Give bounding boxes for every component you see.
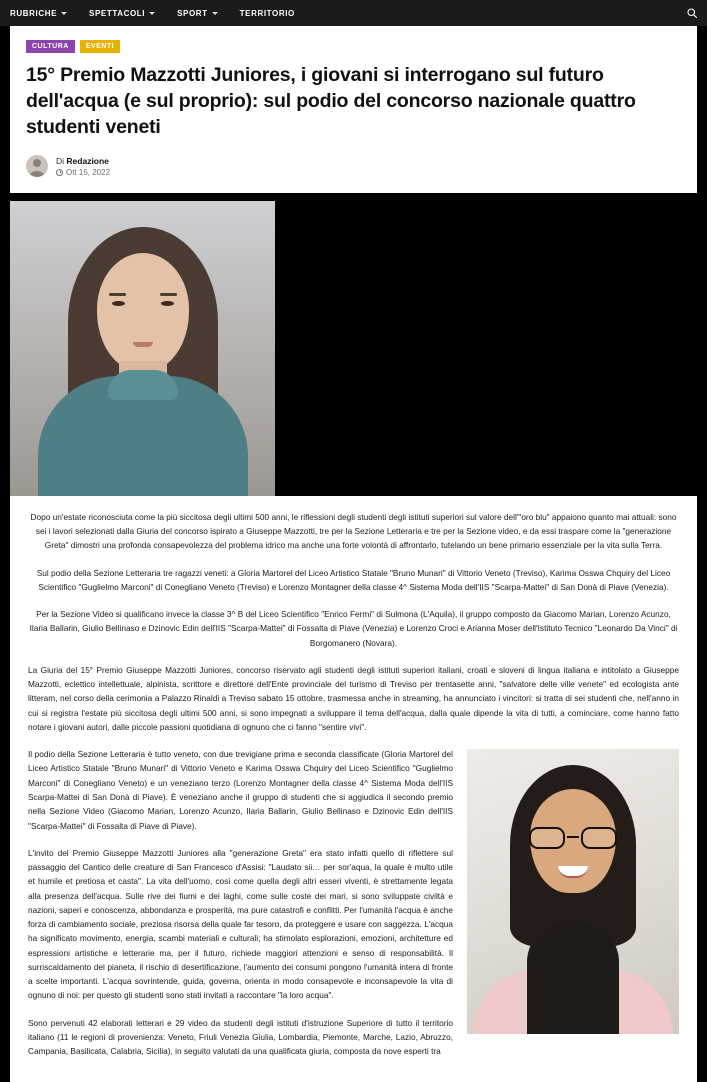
badge-eventi[interactable]: EVENTI: [80, 40, 120, 53]
article-header: [10, 26, 697, 193]
inline-image-lens-right: [581, 827, 617, 849]
article-paragraph: La Giuria del 15° Premio Giuseppe Mazzotti Juniores, concorso riservato agli studenti degli istituti superiori italiani, croati e sloveni di lingua italiana e intitolato a Giuseppe Mazzotti, eclettico intellettuale, alpinista, scrittore e direttore dell'Ente provinciale del turismo di Treviso per trentasette anni, "salvatore delle ville venete" ed ecologista ante litteram, nel corso della cerimonia a Palazzo Rinaldi a Treviso sabato 15 ottobre, trasmessa anche in streaming, ha annunciato i vincitori: si tratta di sei studenti che, nell'anno in cui si registra l'estate più siccitosa degli ultimi 500 anni, si sono impegnati a sviluppare il tema dell'acqua, dalla quale dipende la vita di tutti, a cominciare, come hanno fatto notare i giovani autori, dalle piccole passioni quotidiana di ognuno che ci fanno "sentire vivi".: [28, 664, 679, 732]
byline-prefix: Di: [56, 155, 65, 166]
byline: [26, 155, 681, 177]
article-paragraph: Dopo un'estate riconosciuta come la più siccitosa degli ultimi 500 anni, le riflessioni degli studenti degli istituti superiori sul valore dell'"oro blu" appaiono quanto mai attuali: sono sei i lavori selezionati dalla Giuria del concorso ispirato a Giuseppe Mazzotti, tre per la Sezione Letteraria e tre per la Sezione video, e da essi traspare come la "generazione Greta" dimostri una profonda consapevolezza del problema idrico ma anche una forte volontà di affrontarlo, tutelando un bene primario essenziale per la vita sulla Terra.: [30, 511, 677, 551]
nav-item-label: RUBRICHE: [10, 8, 58, 18]
avatar: [26, 155, 48, 177]
inline-image-lens-left: [529, 827, 565, 849]
badge-cultura[interactable]: CULTURA: [26, 40, 75, 53]
inline-image-scarf: [527, 922, 619, 1034]
article-paragraph: Il podio della Sezione Letteraria è tutto veneto, con due trevigiane prima e seconda classificate (Gloria Martorel del Liceo Artistico Statale "Bruno Munari" di Vittorio Veneto e Karima Osswa Chquiry del Liceo Scientifico "Guglielmo Marconi" di Conegliano Veneto) e un veneziano terzo (Lorenzo Montagner della classe 4^ Sistema Moda dell'IIS Scarpa-Mattei di San Donà di Piave). È veneziano anche il gruppo di studenti che si aggiudica il secondo premio nella Sezione Video (Giacomo Marian, Lorenzo Acunzo, Ilaria Ballarin, Giulio Bellinaso e Dzinovic Edin dell'IIS "Scarpa-Mattei" di Fossalta di Piave di Piave).: [28, 749, 453, 831]
publish-date: Ott 15, 2022: [66, 167, 111, 177]
page-title: 15° Premio Mazzotti Juniores, i giovani si interrogano sul futuro dell'acqua (e sul proprio): sul podio del concorso nazionale quattro studenti veneti: [26, 64, 636, 138]
hero-image-collar: [108, 370, 178, 400]
top-navigation-bar: [0, 0, 707, 26]
nav-item-territorio[interactable]: [240, 9, 295, 18]
nav-item-label: SPORT: [177, 8, 208, 18]
byline-date: [56, 168, 110, 177]
byline-author[interactable]: Redazione: [66, 155, 109, 166]
search-glyph: [686, 7, 698, 19]
hero-image-mouth: [133, 342, 153, 347]
nav-item-spettacoli[interactable]: [89, 9, 155, 18]
byline-author-line: [56, 155, 110, 168]
search-icon[interactable]: [685, 6, 699, 20]
nav-item-sport[interactable]: [177, 9, 218, 18]
inline-image: [467, 749, 679, 1034]
hero-image-brow-right: [160, 293, 177, 296]
clock-icon: [56, 169, 63, 176]
hero-image-eye-right: [161, 301, 174, 306]
category-badges: [26, 40, 681, 53]
hero-image-face: [97, 253, 189, 371]
chevron-down-icon: [212, 12, 218, 15]
glasses-icon: [529, 827, 617, 849]
article-paragraph: L'invito del Premio Giuseppe Mazzotti Juniores alla "generazione Greta" era stato infatti quello di riflettere sul passaggio del Cantico delle creature di San Francesco d'Assisi: "Laudato sii… per sor'aqua, la quale è multo utile et humile et pretiosa et casta". La vita dell'uomo, così come quella degli altri esseri viventi, è strettamente legata alla presenza dell'acqua. Sulle rive dei fiumi e dei laghi, come sulle coste dei mari, si sono sviluppate civiltà e nazioni, saperi e conoscenza, abbondanza e prosperità, ma pure catastrofi e conflitti. Per l'umanità l'acqua è anche forza di cambiamento sociale, preziosa risorsa della quale far tesoro, da proteggere e usare con saggezza. L'acqua ha significato movimento, energia, scambi materiali e culturali; ha stimolato esplorazioni, emozioni, architetture ed espressioni artistiche e letterarie ma, per il futuro, richiede maggiori attenzioni e senso di responsabilità. Il surriscaldamento del pianeta, il rischio di desertificazione, l'aumento dei consumi pongono l'umanità intera di fronte a scelte importanti. L'acqua sovrintende, guida, governa, orienta in modo consapevole e inconsapevole la vita di ognuno di noi: per questo gli studenti sono stati invitati a raccontare "la loro acqua".: [28, 847, 453, 1001]
hero-image-eye-left: [112, 301, 125, 306]
chevron-down-icon: [61, 12, 67, 15]
inline-image-glasses-bridge: [567, 836, 579, 838]
article-page: [0, 26, 707, 1082]
article-body: [10, 496, 697, 1082]
nav-item-label: SPETTACOLI: [89, 8, 146, 18]
nav-item-label: TERRITORIO: [239, 8, 295, 18]
hero-image: [10, 201, 275, 496]
article-paragraph: Sono pervenuti 42 elaborati letterari e 29 video da studenti degli istituti d'istruzione Superiore di tutto il territorio italiano (11 le regioni di provenienza: Veneto, Friuli Venezia Giulia, Lombardia, Piemonte, Marche, Lazio, Abruzzo, Campania, Basilicata, Calabria, Sicilia), in seguito valutati da una qualificata giuria, composta da nove esperti tra: [28, 1017, 453, 1057]
article-paragraph: Per la Sezione Video si qualificano invece la classe 3^ B del Liceo Scientifico "Enrico Fermi" di Sulmona (L'Aquila), il gruppo composto da Giacomo Marian, Lorenzo Acunzo, Ilaria Ballarin, Giulio Bellinaso e Dzinovic Edin dell'IIS "Scarpa-Mattei" di Fossalta di Piave (Venezia) e Lorenzo Croci e Arianna Moser dell'Istituto Tecnico "Leonardo Da Vinci" di Borgomanero (Novara).: [29, 609, 678, 648]
chevron-down-icon: [149, 12, 155, 15]
article-paragraph: Sul podio della Sezione Letteraria tre ragazzi veneti: a Gloria Martorel del Liceo Artistico Statale "Bruno Munari" di Vittorio Veneto (Treviso), Karima Osswa Chquiry del Liceo Scientifico "Guglielmo Marconi" di Conegliano Veneto (Treviso) e Lorenzo Montagner della classe 4^ Sistema Moda dell'IIS "Scarpa-Mattei" di San Donà di Piave (Venezia).: [36, 567, 671, 592]
hero-image-brow-left: [109, 293, 126, 296]
nav-item-rubriche[interactable]: [10, 9, 67, 18]
